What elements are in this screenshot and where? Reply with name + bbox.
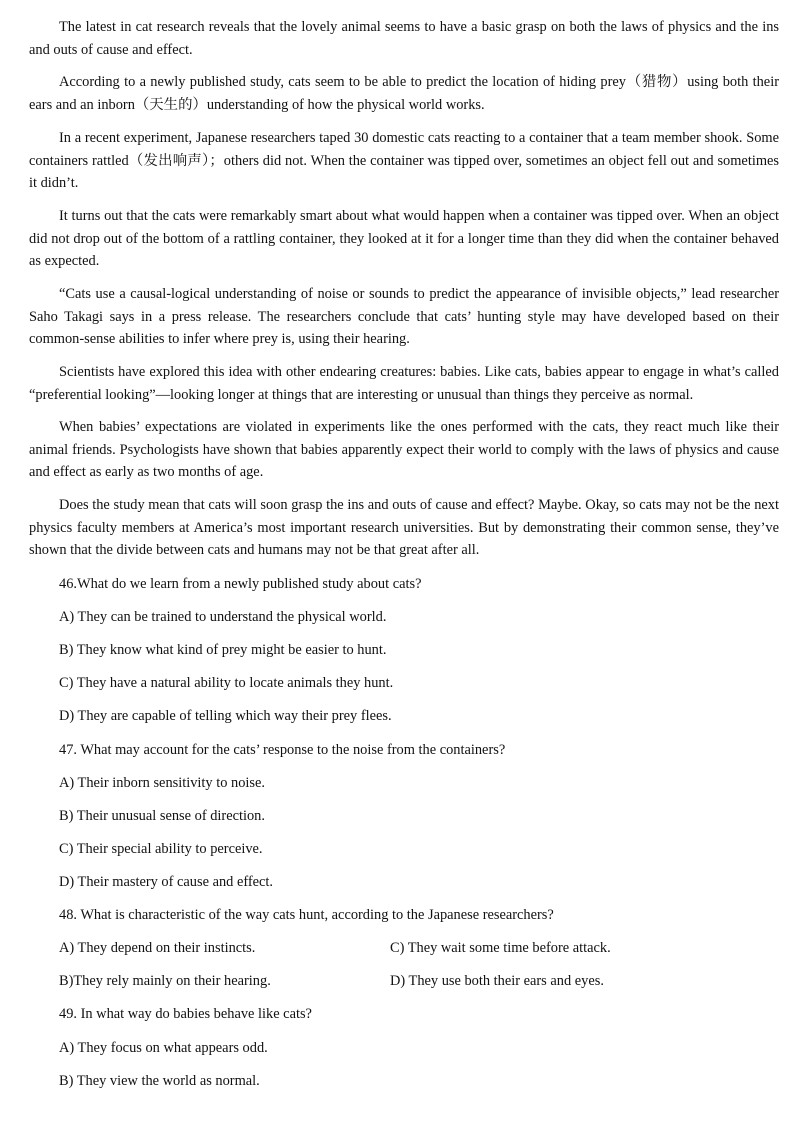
answer-option: C) Their special ability to perceive. [59,841,263,857]
answer-option: D) Their mastery of cause and effect. [59,874,274,890]
question-stem: 47. What may account for the cats’ response to the noise from the containers? [59,742,506,758]
answer-option: B) They view the world as normal. [59,1073,260,1089]
passage-paragraph-4: It turns out that the cats were remarkably smart about what would happen when a container was tipped over. When an object did not drop out of the bottom of a rattling container, they looked at it for a longer time than they did when the container behaved as expected. [29,208,779,269]
passage-paragraph-6: Scientists have explored this idea with other endearing creatures: babies. Like cats, babies appear to engage in what’s called “preferential looking”—looking longer at things that are interesting or unusual than things they perceive as normal. [29,364,779,403]
question-stem: 49. In what way do babies behave like cats? [59,1006,312,1022]
answer-option: B) They know what kind of prey might be easier to hunt. [59,642,387,658]
passage-paragraph-7: When babies’ expectations are violated in experiments like the ones performed with the cats, they react much like their animal friends. Psychologists have shown that babies apparently expect their world to comply with the laws of physics and cause and effect as early as two months of age. [29,419,779,480]
passage-paragraph-8: Does the study mean that cats will soon grasp the ins and outs of cause and effect? Maybe. Okay, so cats may not be the next physics faculty members at America’s most important research universities. But by demonstrating their common sense, they’ve shown that the divide between cats and humans may not be that great after all. [29,497,779,558]
passage-paragraph-3: In a recent experiment, Japanese researchers taped 30 domestic cats reacting to a container that a team member shook. Some containers rattled（发出响声）；others did not. When the container was tipped over, sometimes an object fell out and sometimes it didn’t. [29,130,779,191]
answer-option: A) Their inborn sensitivity to noise. [59,775,265,791]
passage-paragraph-5: “Cats use a causal-logical understanding of noise or sounds to predict the appearance of invisible objects,” lead researcher Saho Takagi says in a press release. The researchers conclude that cats’ hunting style may have developed based on their common-sense abilities to infer where prey is, using their hearing. [29,286,779,347]
answer-option: C) They wait some time before attack. [390,940,611,956]
question-stem: 46.What do we learn from a newly published study about cats? [59,576,422,592]
answer-option: A) They can be trained to understand the physical world. [59,609,387,625]
answer-option: B) Their unusual sense of direction. [59,808,265,824]
answer-option: C) They have a natural ability to locate animals they hunt. [59,675,394,691]
answer-option: D) They are capable of telling which way their prey flees. [59,708,392,724]
passage-paragraph-2: According to a newly published study, cats seem to be able to predict the location of hiding prey（猎物）using both their ears and an inborn（天生的）understanding of how the physical world works. [29,74,779,113]
answer-option: A) They focus on what appears odd. [59,1040,268,1056]
answer-option: D) They use both their ears and eyes. [390,973,604,989]
passage-paragraph-1: The latest in cat research reveals that the lovely animal seems to have a basic grasp on both the laws of physics and the ins and outs of cause and effect. [29,19,779,58]
answer-option: B)They rely mainly on their hearing. [59,973,271,989]
question-stem: 48. What is characteristic of the way cats hunt, according to the Japanese researchers? [59,907,554,923]
answer-option: A) They depend on their instincts. [59,940,256,956]
